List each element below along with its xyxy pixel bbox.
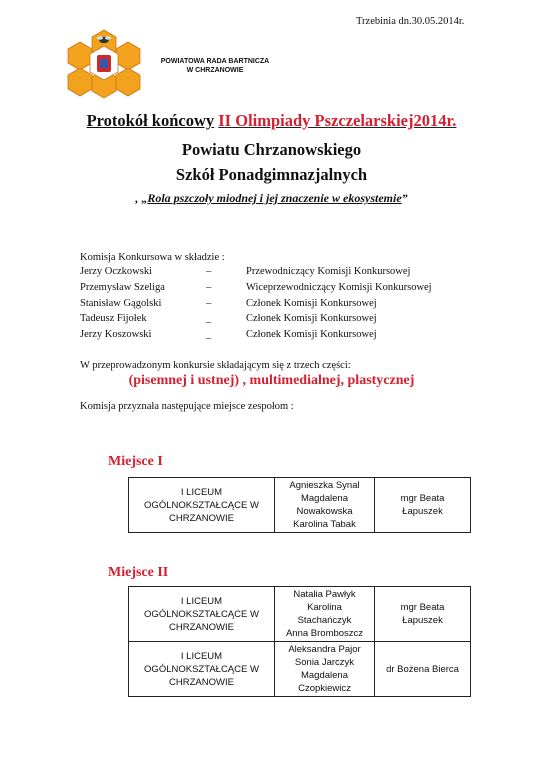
student-line: Natalia Pawłyk	[293, 589, 356, 600]
title-olympiad: II Olimpiady Pszczelarskiej2014r.	[218, 111, 457, 130]
school-line: OGÓLNOKSZTAŁCĄCE W	[144, 663, 259, 675]
organization-name-line1: POWIATOWA RADA BARTNICZA	[160, 58, 270, 65]
motto-text: Rola pszczoły miodnej i jej znaczenie w ekosystemie	[147, 191, 402, 205]
school-line: OGÓLNOKSZTAŁCĄCE W	[144, 608, 259, 620]
member-name: Jerzy Oczkowski	[80, 266, 153, 277]
student-line: Nowakowska	[296, 506, 353, 517]
student-line: Stachańczyk	[297, 615, 352, 626]
member-name: Tadeusz Fijołek	[80, 313, 147, 324]
teacher-cell: mgr Beata Łapuszek	[375, 587, 471, 642]
motto-open-quote: , „	[135, 191, 148, 205]
awarded-statement: Komisja przyznała następujące miejsce zespołom :	[80, 401, 294, 412]
member-dash: _	[206, 329, 212, 340]
member-dash: –	[206, 282, 212, 293]
table-row	[129, 642, 471, 697]
motto-close-quote: ”	[401, 191, 408, 205]
students-cell	[275, 478, 375, 533]
student-line: Magdalena	[300, 670, 348, 681]
student-line: Anna Bromboszcz	[285, 628, 364, 639]
school-line: OGÓLNOKSZTAŁCĄCE W	[144, 499, 259, 511]
member-name: Przemysław Szeliga	[80, 282, 165, 293]
place-2-table	[128, 586, 471, 697]
committee-member	[80, 266, 480, 280]
place-1-heading: Miejsce I	[108, 454, 163, 469]
teacher-cell: dr Bożena Bierca	[375, 642, 471, 697]
students-cell	[275, 587, 375, 642]
school-cell	[129, 587, 275, 642]
title-lead: Protokół końcowy	[86, 111, 215, 130]
school-cell	[129, 478, 275, 533]
contest-parts: (pisemnej i ustnej) , multimedialnej, plastycznej	[128, 373, 415, 388]
student-line: Agnieszka Synal	[289, 480, 360, 491]
title-county: Powiatu Chrzanowskiego	[181, 140, 362, 159]
table-row	[129, 478, 471, 533]
document-title	[0, 111, 543, 131]
beekeeping-council-logo	[64, 28, 144, 98]
school-line: CHRZANOWIE	[169, 512, 234, 524]
committee-member	[80, 282, 480, 296]
title-schools: Szkół Ponadgimnazjalnych	[175, 165, 368, 184]
member-name: Jerzy Koszowski	[80, 329, 152, 340]
contest-motto	[0, 191, 543, 206]
student-line: Magdalena	[300, 493, 348, 504]
teacher-cell: mgr Beata Łapuszek	[375, 478, 471, 533]
contest-intro: W przeprowadzonym konkursie składającym się z trzech części:	[80, 360, 351, 371]
student-line: Karolina Tabak	[293, 519, 356, 530]
place-2-heading: Miejsce II	[108, 565, 169, 580]
member-role: Członek Komisji Konkursowej	[246, 313, 377, 324]
committee-member	[80, 298, 480, 312]
student-line: Sonia Jarczyk	[294, 657, 355, 668]
place-1-table	[128, 477, 471, 533]
table-row	[129, 587, 471, 642]
member-name: Stanisław Gągolski	[80, 298, 162, 309]
committee-member	[80, 329, 480, 343]
school-line: I LICEUM	[180, 650, 223, 662]
student-line: Czopkiewicz	[298, 683, 351, 694]
member-dash: _	[206, 313, 212, 324]
committee-heading: Komisja Konkursowa w składzie :	[80, 252, 225, 263]
school-cell	[129, 642, 275, 697]
member-role: Członek Komisji Konkursowej	[246, 298, 377, 309]
organization-name	[160, 57, 270, 75]
member-role: Przewodniczący Komisji Konkursowej	[246, 266, 411, 277]
school-line: CHRZANOWIE	[169, 621, 234, 633]
organization-name-line2: W CHRZANOWIE	[186, 67, 244, 74]
document-date: Trzebinia dn.30.05.2014r.	[356, 16, 465, 27]
school-line: CHRZANOWIE	[169, 676, 234, 688]
student-line: Karolina	[307, 602, 342, 613]
school-line: I LICEUM	[180, 486, 223, 498]
member-role: Członek Komisji Konkursowej	[246, 329, 377, 340]
member-dash: –	[206, 266, 212, 277]
students-cell	[275, 642, 375, 697]
member-dash: –	[206, 298, 212, 309]
school-line: I LICEUM	[180, 595, 223, 607]
student-line: Aleksandra Pajor	[288, 644, 361, 655]
committee-member	[80, 313, 480, 327]
member-role: Wiceprzewodniczący Komisji Konkursowej	[246, 282, 432, 293]
